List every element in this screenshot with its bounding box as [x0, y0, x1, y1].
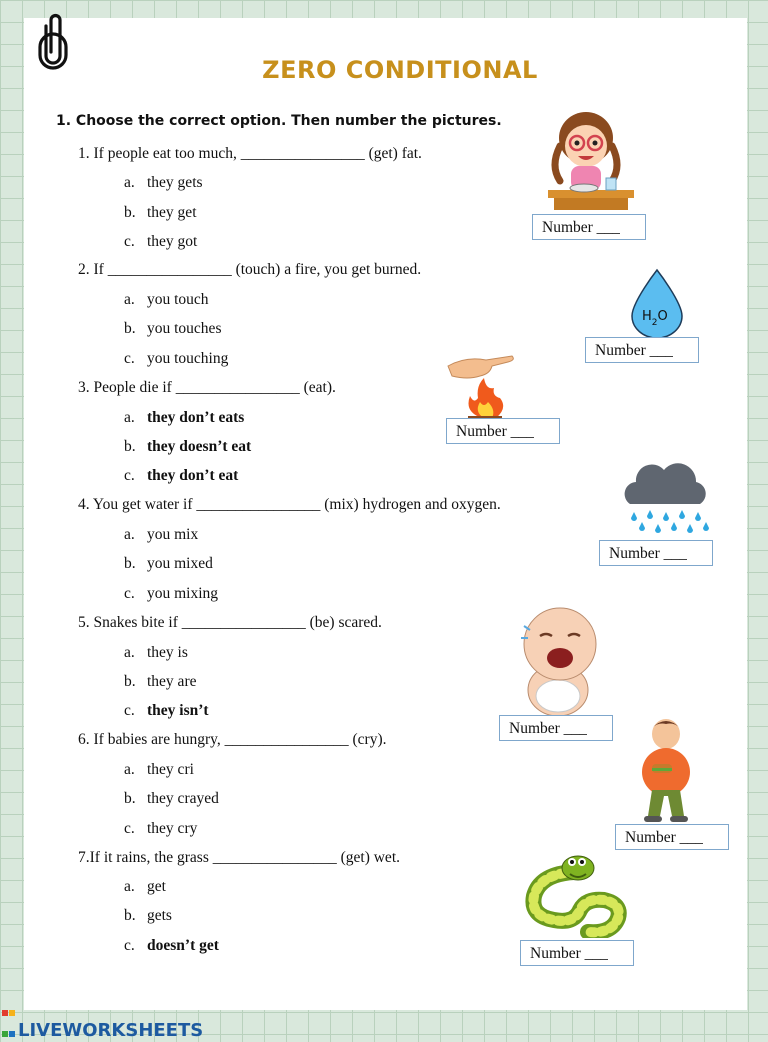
- number-box-6[interactable]: Number ___: [615, 824, 729, 850]
- option-1c[interactable]: c. they got: [124, 233, 198, 250]
- hand-fire-image: [446, 352, 518, 422]
- option-2c[interactable]: c. you touching: [124, 350, 229, 367]
- number-box-3[interactable]: Number ___: [446, 418, 560, 444]
- question-7: 7.If it rains, the grass ________________ (get) wet.: [78, 849, 400, 866]
- option-4b[interactable]: b. you mixed: [124, 555, 213, 572]
- question-3: 3. People die if ________________ (eat).: [78, 379, 336, 396]
- number-box-5[interactable]: Number ___: [499, 715, 613, 741]
- option-3a[interactable]: a. they don’t eats: [124, 409, 245, 426]
- option-3b[interactable]: b. they doesn’t eat: [124, 438, 252, 455]
- logo-squares-icon: [2, 1000, 16, 1014]
- man-eating-image: [638, 716, 700, 826]
- water-drop-icon: [628, 268, 686, 340]
- snake-image: [520, 854, 628, 938]
- number-box-4[interactable]: Number ___: [599, 540, 713, 566]
- option-5c[interactable]: c. they isn’t: [124, 702, 209, 719]
- option-6c[interactable]: c. they cry: [124, 820, 198, 837]
- girl-eating-image: [540, 106, 640, 218]
- option-6a[interactable]: a. they cri: [124, 761, 194, 778]
- option-3c[interactable]: c. they don’t eat: [124, 467, 239, 484]
- option-6b[interactable]: b. they crayed: [124, 790, 219, 807]
- footer-brand-text: LIVEWORKSHEETS: [18, 1020, 204, 1041]
- option-1a[interactable]: a. they gets: [124, 174, 203, 191]
- crying-baby-image: [512, 604, 604, 720]
- option-4c[interactable]: c. you mixing: [124, 585, 219, 602]
- option-4a[interactable]: a. you mix: [124, 526, 199, 543]
- option-7a[interactable]: a. get: [124, 878, 166, 895]
- rain-cloud-icon: [620, 460, 712, 536]
- option-7c[interactable]: c. doesn’t get: [124, 937, 219, 954]
- instruction-text: 1. Choose the correct option. Then number the pictures.: [56, 113, 502, 129]
- liveworksheets-logo: [2, 1000, 203, 1041]
- option-5b[interactable]: b. they are: [124, 673, 197, 690]
- option-1b[interactable]: b. they get: [124, 204, 197, 221]
- question-5: 5. Snakes bite if ________________ (be) scared.: [78, 614, 382, 631]
- question-1: 1. If people eat too much, ________________ (get) fat.: [78, 145, 422, 162]
- page-title: ZERO CONDITIONAL: [262, 56, 538, 84]
- question-4: 4. You get water if ________________ (mix) hydrogen and oxygen.: [78, 496, 501, 513]
- option-7b[interactable]: b. gets: [124, 907, 172, 924]
- option-2b[interactable]: b. you touches: [124, 320, 222, 337]
- option-5a[interactable]: a. they is: [124, 644, 188, 661]
- option-2a[interactable]: a. you touch: [124, 291, 209, 308]
- number-box-2[interactable]: Number ___: [585, 337, 699, 363]
- question-2: 2. If ________________ (touch) a fire, you get burned.: [78, 261, 422, 278]
- svg-text:H2O: $H_2O$: [642, 309, 668, 328]
- number-box-7[interactable]: Number ___: [520, 940, 634, 966]
- question-6: 6. If babies are hungry, ________________ (cry).: [78, 731, 387, 748]
- number-box-1[interactable]: Number ___: [532, 214, 646, 240]
